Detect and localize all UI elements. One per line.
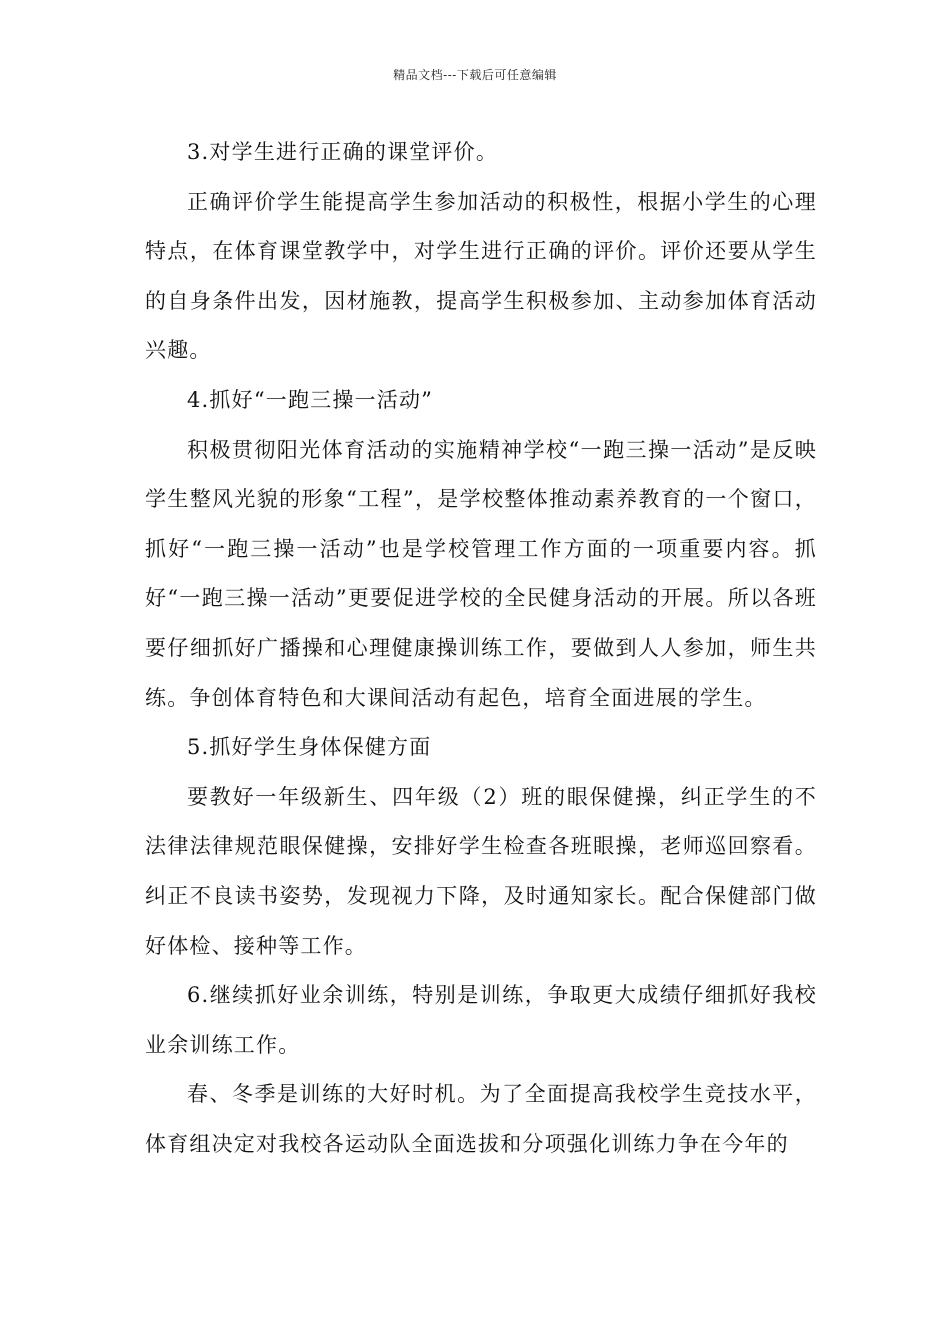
heading-item-4: 4.抓好“一跑三操一活动” xyxy=(187,387,434,412)
heading-item-3: 3.对学生进行正确的课堂评价。 xyxy=(187,140,499,164)
paragraph: 春、冬季是训练的大好时机。为了全面提高我校学生竞技水平，体育组决定对我校各运动队全面选拔和分项强化训练力争在今年的 xyxy=(145,1082,817,1156)
paragraph: 正确评价学生能提高学生参加活动的积极性，根据小学生的心理特点，在体育课堂教学中，对学生进行正确的评价。评价还要从学生的自身条件出发，因材施教，提高学生积极参加、主动参加体育活动兴趣。 xyxy=(145,189,817,363)
document-body xyxy=(145,128,817,1169)
heading-item-6: 6.继续抓好业余训练，特别是训练，争取更大成绩仔细抓好我校业余训练工作。 xyxy=(145,983,817,1057)
heading-item-5: 5.抓好学生身体保健方面 xyxy=(187,735,432,760)
paragraph: 要教好一年级新生、四年级（2）班的眼保健操，纠正学生的不法律法律规范眼保健操，安排好学生检查各班眼操，老师巡回察看。纠正不良读书姿势，发现视力下降，及时通知家长。配合保健部门做好体检、接种等工作。 xyxy=(145,784,817,958)
page-header: 精品文档---下载后可任意编辑 xyxy=(393,68,557,82)
paragraph: 积极贯彻阳光体育活动的实施精神学校“一跑三操一活动”是反映学生整风光貌的形象“工程”，是学校整体推动素养教育的一个窗口，抓好“一跑三操一活动”也是学校管理工作方面的一项重要内容。抓好“一跑三操一活动”更要促进学校的全民健身活动的开展。所以各班要仔细抓好广播操和心理健康操训练工作，要做到人人参加，师生共练。争创体育特色和大课间活动有起色，培育全面进展的学生。 xyxy=(145,437,817,710)
